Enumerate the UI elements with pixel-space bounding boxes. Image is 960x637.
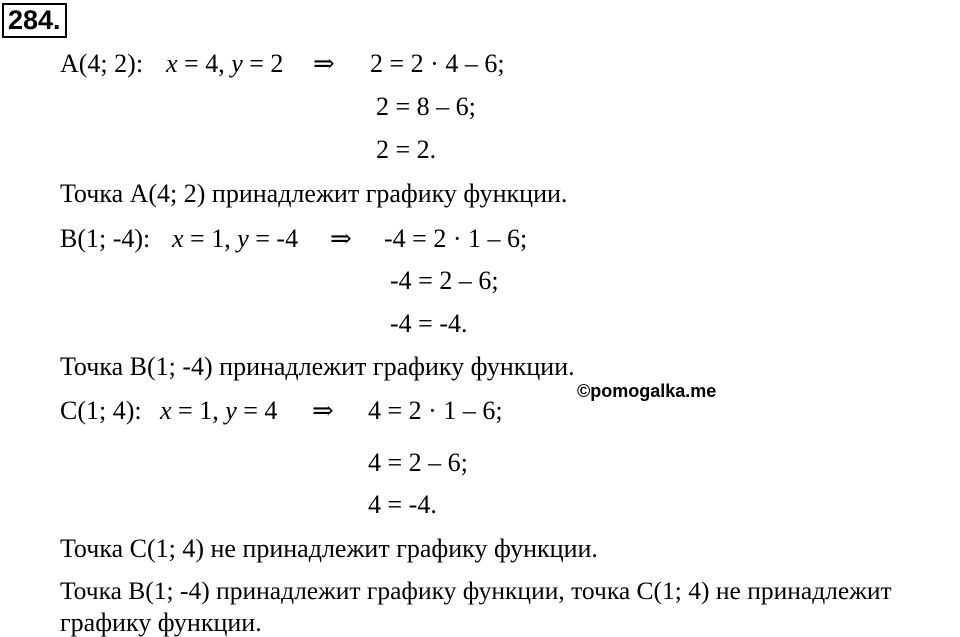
equation-line: 4 = -4. (368, 490, 437, 519)
y-value: = 2 (242, 49, 284, 78)
equation-line: -4 = 2 – 6; (390, 266, 499, 295)
y-variable: y (231, 49, 243, 78)
point-b-substitution (172, 226, 298, 252)
x-value: = 1, (183, 224, 238, 253)
x-value: = 4, (177, 49, 232, 78)
point-a-label: A(4; 2): (60, 49, 144, 78)
point-a-substitution (166, 51, 283, 77)
y-value: = 4 (236, 396, 278, 425)
y-value: = -4 (248, 224, 299, 253)
x-value: = 1, (171, 396, 226, 425)
conclusion-text: Точка A(4; 2) принадлежит графику функции. (60, 179, 568, 208)
point-c-substitution (160, 398, 277, 424)
x-variable: x (166, 49, 178, 78)
conclusion-text: Точка B(1; -4) принадлежит графику функции. (60, 352, 575, 381)
equation-line: 2 = 2 · 4 – 6; (370, 49, 505, 78)
conclusion-text: Точка C(1; 4) не принадлежит графику функции. (60, 534, 598, 563)
final-answer-line-2: графику функции. (60, 608, 262, 637)
implies-arrow: ⇒ (330, 224, 352, 253)
equation-line: 2 = 8 – 6; (376, 92, 476, 121)
implies-arrow: ⇒ (312, 396, 334, 425)
x-variable: x (160, 396, 172, 425)
equation-line: -4 = 2 · 1 – 6; (384, 224, 528, 253)
equation-line: 4 = 2 – 6; (368, 448, 468, 477)
problem-number: 284. (2, 3, 67, 38)
equation-line: 4 = 2 · 1 – 6; (368, 396, 503, 425)
final-answer-line-1: Точка B(1; -4) принадлежит графику функции, точка C(1; 4) не принадлежит (60, 576, 892, 605)
y-variable: y (225, 396, 237, 425)
watermark: ©pomogalka.me (577, 381, 717, 401)
implies-arrow: ⇒ (313, 49, 335, 78)
point-c-label: C(1; 4): (60, 396, 142, 425)
equation-line: -4 = -4. (390, 309, 468, 338)
x-variable: x (172, 224, 184, 253)
y-variable: y (237, 224, 249, 253)
equation-line: 2 = 2. (376, 135, 437, 164)
point-b-label: B(1; -4): (60, 224, 151, 253)
